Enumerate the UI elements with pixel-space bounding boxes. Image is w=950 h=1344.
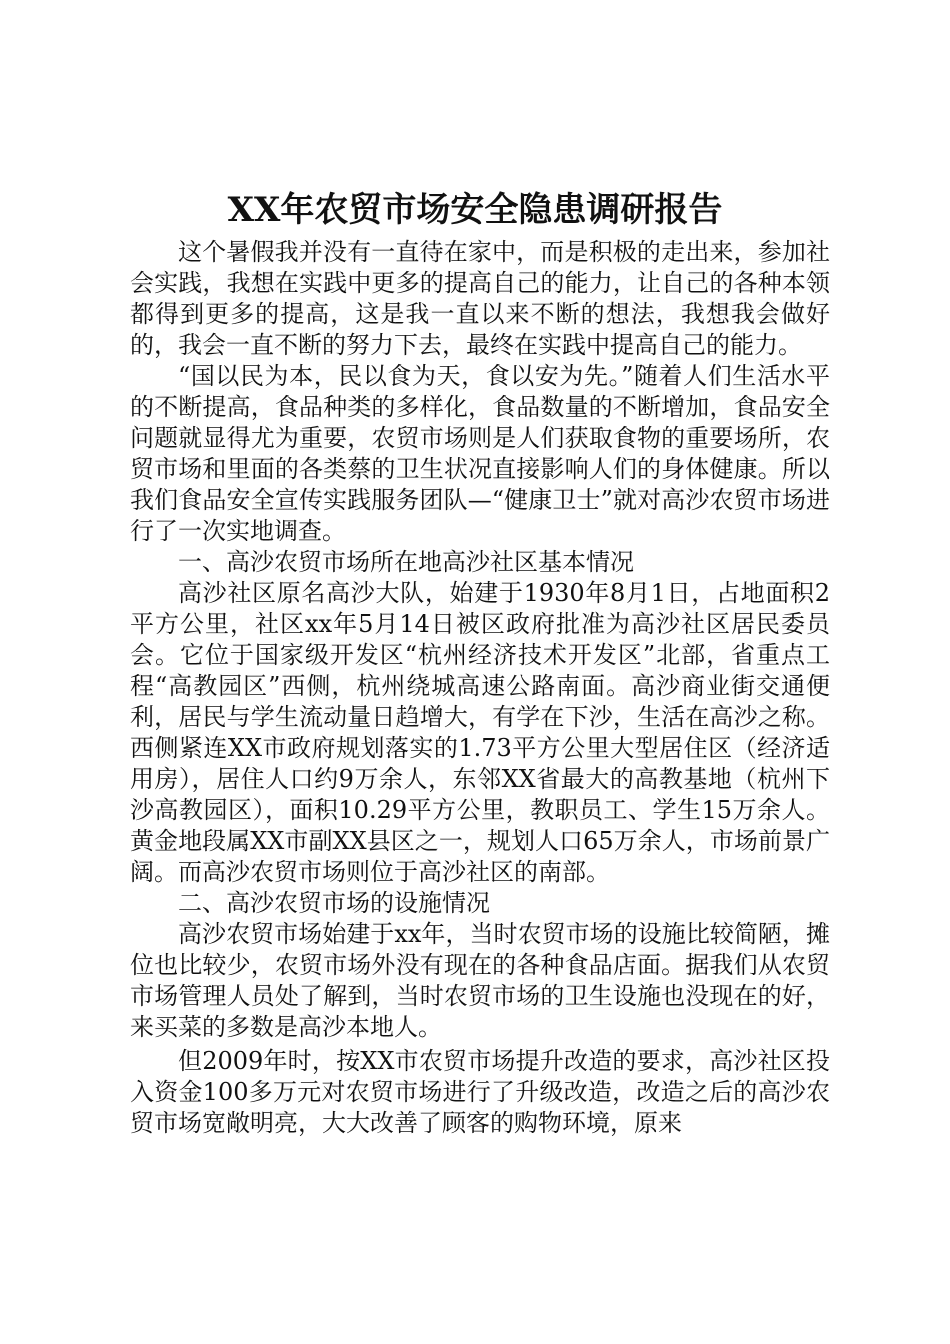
document-title: XX年农贸市场安全隐患调研报告 — [227, 190, 723, 230]
section-heading-community: 一、高沙农贸市场所在地高沙社区基本情况 — [178, 548, 634, 576]
paragraph-food-safety: “国以民为本，民以食为天，食以安为先。”随着人们生活水平的不断提高，食品种类的多样化，食品数量的不断增加，食品安全问题就显得尤为重要，农贸市场则是人们获取食物的重要场所，农贸市场和里面的各类蔡的卫生状况直接影响人们的身体健康。所以我们食品安全宣传实践服务团队—“健康卫士”就对高沙农贸市场进行了一次实地调查。 — [130, 362, 830, 545]
paragraph-upgrade: 但2009年时，按XX市农贸市场提升改造的要求，高沙社区投入资金100多万元对农贸市场进行了升级改造，改造之后的高沙农贸市场宽敞明亮，大大改善了顾客的购物环境，原来 — [130, 1047, 830, 1137]
paragraph-facilities-history: 高沙农贸市场始建于xx年，当时农贸市场的设施比较简陋，摊位也比较少，农贸市场外没有现在的各种食品店面。据我们从农贸市场管理人员处了解到，当时农贸市场的卫生设施也没现在的好，来买菜的多数是高沙本地人。 — [130, 920, 830, 1041]
paragraph-community-info: 高沙社区原名高沙大队，始建于1930年8月1日，占地面积2平方公里，社区xx年5月14日被区政府批准为高沙社区居民委员会。它位于国家级开发区“杭州经济技术开发区”北部，省重点工程“高教园区”西侧，杭州绕城高速公路南面。高沙商业街交通便利，居民与学生流动量日趋增大，有学在下沙，生活在高沙之称。西侧紧连XX市政府规划落实的1.73平方公里大型居住区（经济适用房），居住人口约9万余人，东邻XX省最大的高教基地（杭州下沙高教园区），面积10.29平方公里，教职员工、学生15万余人。黄金地段属XX市副XX县区之一，规划人口65万余人，市场前景广阔。而高沙农贸市场则位于高沙社区的南部。 — [130, 579, 830, 886]
document-body — [130, 237, 830, 1139]
section-heading-facilities: 二、高沙农贸市场的设施情况 — [178, 889, 490, 917]
paragraph-intro: 这个暑假我并没有一直待在家中，而是积极的走出来，参加社会实践，我想在实践中更多的提高自己的能力，让自己的各种本领都得到更多的提高，这是我一直以来不断的想法，我想我会做好的，我会一直不断的努力下去，最终在实践中提高自己的能力。 — [130, 238, 830, 359]
